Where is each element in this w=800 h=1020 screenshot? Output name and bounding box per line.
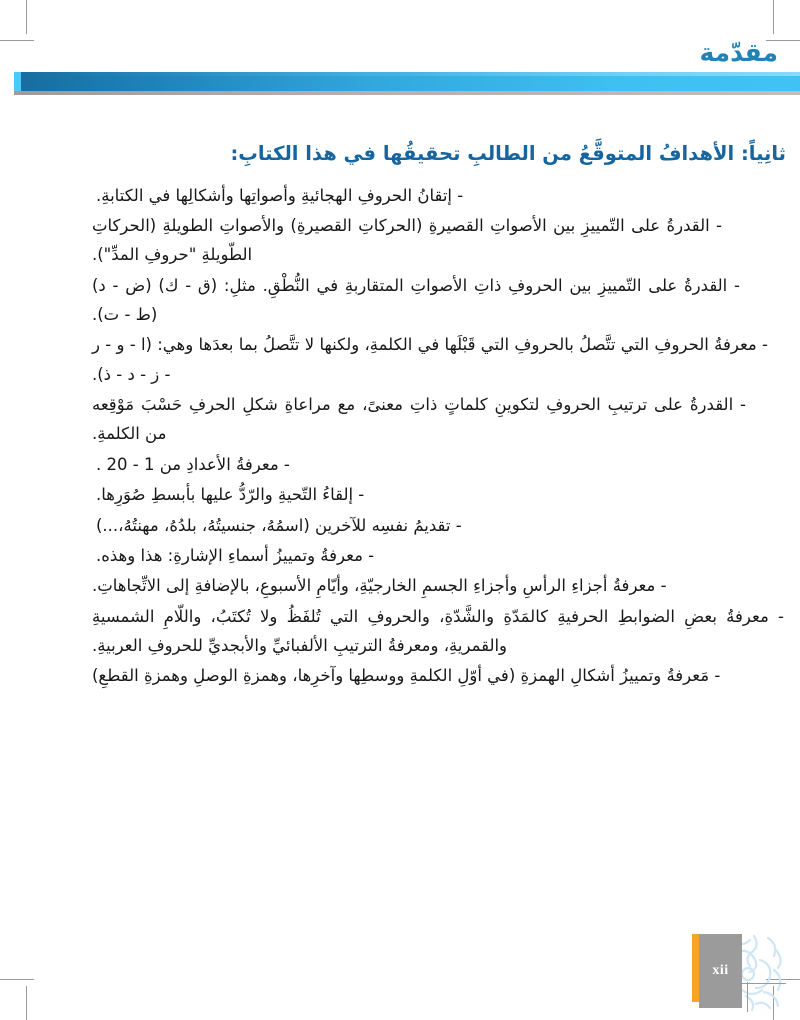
list-item: - معرفةُ أجزاءِ الرأسِ وأجزاءِ الجسمِ الخارجيّةِ، وأيّامِ الأسبوعِ، بالإضافةِ إلى الاتِّجاهاتِ. <box>92 576 667 596</box>
crop-mark-top-left-vertical <box>26 0 27 34</box>
list-item: - إتقانُ الحروفِ الهجائيةِ وأصواتِها وأشكالِها في الكتابةِ. <box>96 185 464 205</box>
list-item: - مَعرفةُ وتمييزُ أشكالِ الهمزةِ (في أوّلِ الكلمةِ ووسطِها وآخرِها، وهمزةِ الوصلِ وهمزةِ القطعِ) <box>92 666 721 686</box>
list-item: - إلقاءُ التّحيةِ والرّدُّ عليها بأبسطِ صُوَرِها. <box>96 485 365 505</box>
page-number: xii <box>712 963 729 978</box>
header-bar-highlight <box>14 72 800 76</box>
folio-box <box>699 934 742 1008</box>
section-heading: ثانِياً: الأهدافُ المتوقَّعُ من الطالبِ تحقيقُها في هذا الكتابِ: <box>230 142 786 165</box>
crop-mark-bottom-left-horizontal <box>0 979 34 980</box>
header-bar-left-cap <box>14 72 21 91</box>
list-item: - القدرةُ على ترتيبِ الحروفِ لتكوينِ كلماتٍ ذاتِ معنىً، مع مراعاةِ شكلِ الحرفِ حَسْبَ مَوْقِعه من الكلمةِ. <box>92 395 746 444</box>
list-item: - معرفةُ الحروفِ التي تتَّصلُ بالحروفِ التي قَبْلَها في الكلمةِ، ولكنها لا تتَّصلُ بما بعدَها وهي: (ا - و - ر - ز - د - ذ). <box>92 335 768 384</box>
header-bar-shadow <box>14 91 800 95</box>
list-item: - معرفةُ وتمييزُ أسماءِ الإشارةِ: هذا وهذه. <box>96 545 375 565</box>
crop-mark-bottom-left-vertical <box>26 986 27 1020</box>
main-content <box>92 138 786 692</box>
list-item: - معرفةُ بعضِ الضوابطِ الحرفيةِ كالمَدّةِ والشَّدّةِ، والحروفِ التي تُلفَظُ ولا تُكتَبُ، واللّامِ الشمسيةِ والقمريةِ، ومعرفةُ الترتيبِ الألفبائيِّ والأبجديِّ للحروفِ العربيةِ. <box>92 606 784 655</box>
list-item: - تقديمُ نفسِه للآخرين (اسمُهُ، جنسيتُهُ، بلدُهُ، مهنتُهُ،...) <box>96 515 462 535</box>
page-folio <box>668 930 786 1012</box>
list-item: - القدرةُ على التّمييزِ بين الحروفِ ذاتِ الأصواتِ المتقاربةِ في النُّطْقِ. مثلِ: (ق - ك) (ض - د) (ط - ت). <box>92 275 740 325</box>
list-item: - معرفةُ الأعدادِ من 1 - 20 . <box>96 454 290 474</box>
folio-accent-bar <box>692 934 699 1002</box>
goals-list <box>92 181 786 691</box>
folio-rule-vertical <box>747 982 748 1012</box>
crop-mark-top-right-vertical <box>773 0 774 34</box>
page-header <box>0 34 800 100</box>
page-title: مقدّمة <box>699 38 778 67</box>
list-item: - القدرةُ على التّمييزِ بين الأصواتِ القصيرةِ (الحركاتِ القصيرةِ) والأصواتِ الطويلةِ (الحركاتِ الطّويلةِ "حروفِ المدِّ"). <box>92 215 722 265</box>
